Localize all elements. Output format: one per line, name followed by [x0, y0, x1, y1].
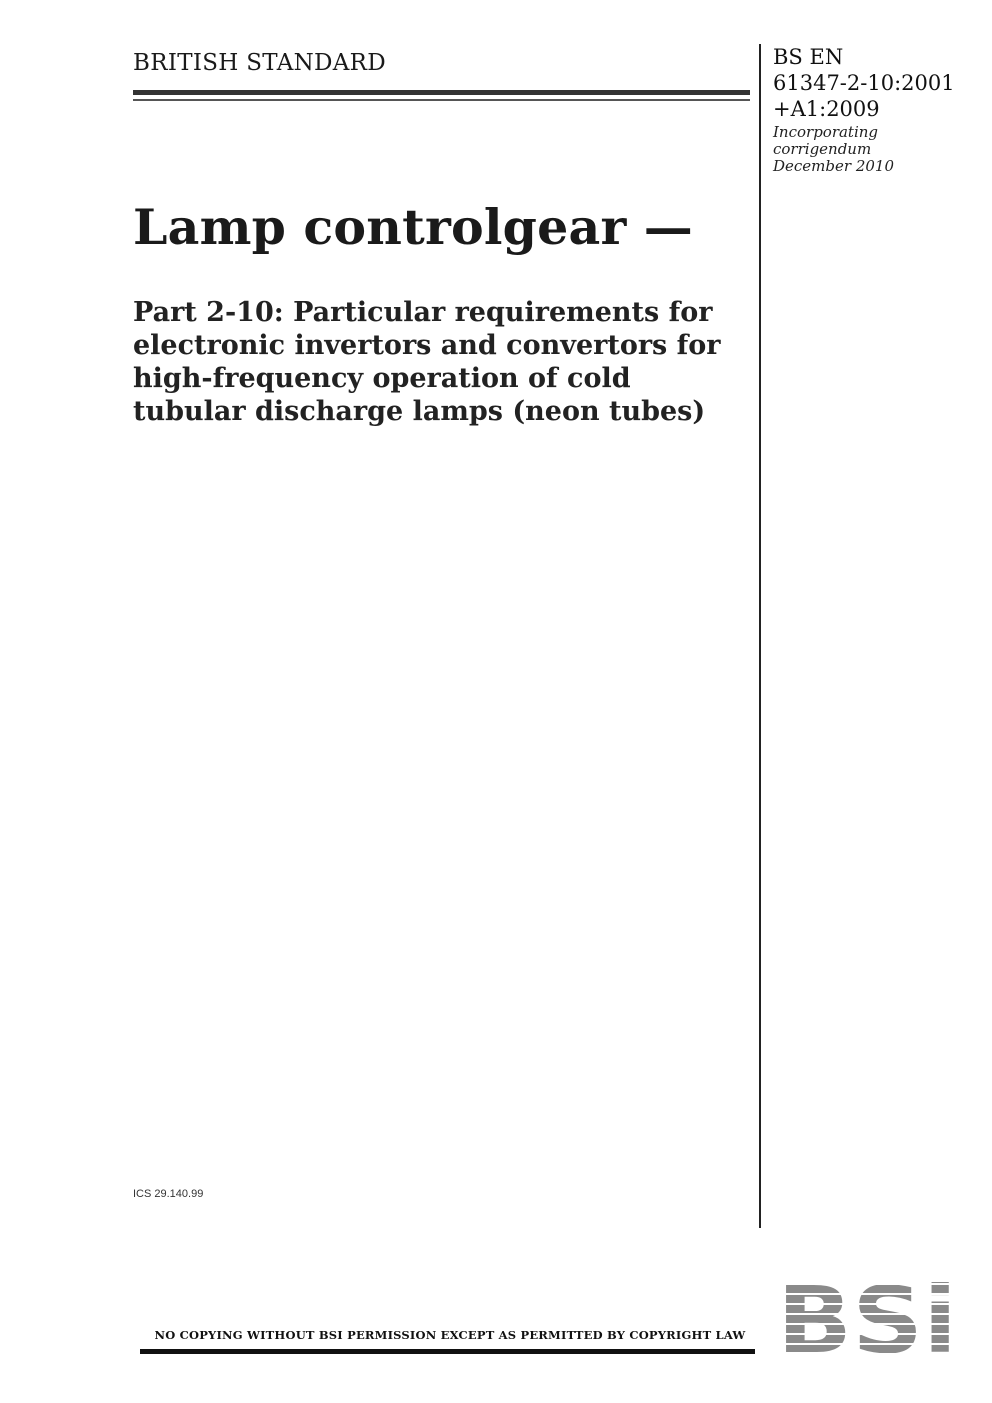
header-label: BRITISH STANDARD [133, 50, 387, 76]
standard-number-line: BS EN [773, 45, 844, 69]
logo-stripe [779, 1333, 956, 1335]
subtitle-line: electronic invertors and convertors for [133, 330, 721, 361]
document-title: Lamp controlgear — [133, 198, 693, 256]
corrigendum-note [773, 124, 894, 175]
logo-stripe [779, 1353, 956, 1355]
logo-stripe [779, 1343, 956, 1345]
subtitle-line: Part 2-10: Particular requirements for [133, 297, 713, 328]
document-subtitle [133, 296, 753, 428]
logo-stripe [779, 1313, 956, 1315]
logo-stripe [779, 1323, 956, 1325]
subtitle-line: tubular discharge lamps (neon tubes) [133, 396, 706, 427]
bsi-logo [779, 1277, 956, 1357]
header-rule-thick [133, 90, 750, 95]
logo-stripe [779, 1303, 956, 1305]
corrigendum-line: Incorporating [773, 123, 879, 141]
standard-number-line: +A1:2009 [773, 97, 880, 121]
logo-stripe [779, 1293, 956, 1295]
subtitle-line: high-frequency operation of cold [133, 363, 631, 394]
header-rule-thin [133, 99, 750, 101]
logo-stripe [779, 1283, 956, 1285]
ics-code: ICS 29.140.99 [133, 1188, 204, 1200]
corrigendum-line: corrigendum [773, 140, 872, 158]
standard-number [773, 44, 955, 122]
footer-rule [140, 1349, 755, 1354]
standard-number-line: 61347-2-10:2001 [773, 71, 955, 95]
corrigendum-line: December 2010 [773, 157, 894, 175]
vertical-divider [759, 44, 761, 1228]
copyright-notice: NO COPYING WITHOUT BSI PERMISSION EXCEPT AS PERMITTED BY COPYRIGHT LAW [154, 1328, 746, 1342]
